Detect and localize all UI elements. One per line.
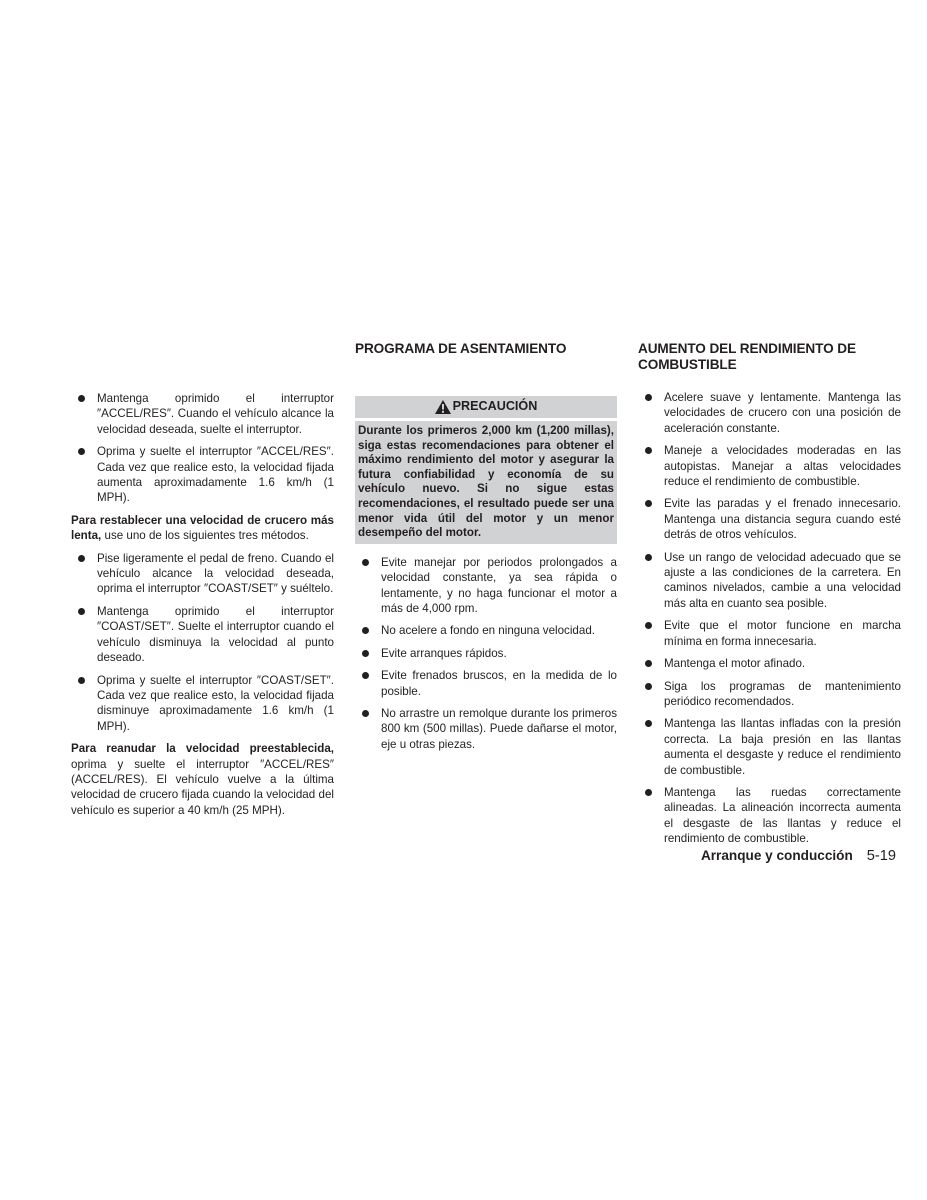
list-item: Maneje a velocidades moderadas en las autopistas. Manejar a altas velocidades reduce el rendimiento de combustible. (638, 443, 901, 489)
bullet-icon (645, 720, 652, 727)
paragraph: Para restablecer una velocidad de crucero más lenta, use uno de los siguientes tres métodos. (71, 513, 334, 543)
bullet-icon (645, 447, 652, 454)
list-item: Mantenga las llantas infladas con la presión correcta. La baja presión en las llantas aumenta el desgaste y reduce el rendimiento de combustible. (638, 716, 901, 778)
bullet-icon (78, 448, 85, 455)
list-item: Use un rango de velocidad adecuado que se ajuste a las condiciones de la carretera. En caminos nivelados, cambie a una velocidad más alta en cuanto sea posible. (638, 550, 901, 612)
bullet-icon (645, 500, 652, 507)
column-left (71, 391, 334, 825)
list-item: Mantenga oprimido el interruptor ″ACCEL/RES″. Cuando el vehículo alcance la velocidad deseada, suelte el interruptor. (71, 391, 334, 437)
list-item: Mantenga las ruedas correctamente alineadas. La alineación incorrecta aumenta el desgaste de las llantas y reduce el rendimiento de combustible. (638, 785, 901, 847)
page-number: 5-19 (866, 848, 896, 864)
footer-section-title: Arranque y conducción (700, 848, 853, 863)
bullet-icon (645, 622, 652, 629)
bullet-icon (78, 608, 85, 615)
bullet-icon (645, 660, 652, 667)
list-item: Evite las paradas y el frenado innecesario. Mantenga una distancia segura cuando esté detrás de otros vehículos. (638, 496, 901, 542)
page-footer (701, 848, 896, 864)
bullet-icon (362, 672, 369, 679)
list-item: Siga los programas de mantenimiento periódico recomendados. (638, 679, 901, 710)
list-item: No arrastre un remolque durante los primeros 800 km (500 millas). Puede dañarse el motor, eje u otras piezas. (355, 706, 617, 752)
column-middle (355, 341, 617, 759)
bullet-icon (362, 559, 369, 566)
bullet-icon (645, 789, 652, 796)
section-heading: AUMENTO DEL RENDIMIENTO DE COMBUSTIBLE (638, 341, 856, 372)
bullet-icon (645, 554, 652, 561)
list-item: Evite manejar por periodos prolongados a velocidad constante, ya sea rápida o lentamente, y no haga funcionar el motor a más de 4,000 rpm. (355, 555, 617, 617)
list-item: Mantenga oprimido el interruptor ″COAST/SET″. Suelte el interruptor cuando el vehículo disminuya la velocidad al punto deseado. (71, 604, 334, 666)
list-item: Evite que el motor funcione en marcha mínima en forma innecesaria. (638, 618, 901, 649)
caution-title: PRECAUCIÓN (355, 396, 617, 418)
column-right (638, 341, 901, 854)
list-item: Oprima y suelte el interruptor ″ACCEL/RES″. Cada vez que realice esto, la velocidad fijada aumenta aproximadamente 1.6 km/h (1 MPH). (71, 444, 334, 506)
list-item: Pise ligeramente el pedal de freno. Cuando el vehículo alcance la velocidad deseada, oprima el interruptor ″COAST/SET″ y suéltelo. (71, 551, 334, 597)
bullet-icon (78, 677, 85, 684)
bullet-icon (78, 555, 85, 562)
list-item: Oprima y suelte el interruptor ″COAST/SET″. Cada vez que realice esto, la velocidad fijada disminuye aproximadamente 1.6 km/h (1 MPH). (71, 673, 334, 735)
list-item: Evite arranques rápidos. (355, 646, 617, 661)
bullet-icon (645, 683, 652, 690)
list-item: Evite frenados bruscos, en la medida de lo posible. (355, 668, 617, 699)
caution-body: Durante los primeros 2,000 km (1,200 millas), siga estas recomendaciones para obtener el máximo rendimiento del motor y asegurar la futura confiabilidad y economía de su vehículo nuevo. Si no sigue estas recomendaciones, el resultado puede ser una menor vida útil del motor y un menor desempeño del motor. (355, 421, 617, 544)
bullet-icon (362, 710, 369, 717)
list-item: Acelere suave y lentamente. Mantenga las velocidades de crucero con una posición de aceleración constante. (638, 390, 901, 436)
bullet-icon (362, 627, 369, 634)
bullet-icon (362, 650, 369, 657)
bullet-icon (645, 394, 652, 401)
section-heading: PROGRAMA DE ASENTAMIENTO (355, 341, 567, 356)
list-item: Mantenga el motor afinado. (638, 656, 901, 671)
bullet-icon (78, 395, 85, 402)
warning-triangle-icon (435, 400, 451, 414)
list-item: No acelere a fondo en ninguna velocidad. (355, 623, 617, 638)
paragraph: Para reanudar la velocidad preestablecida, oprima y suelte el interruptor ″ACCEL/RES″ (ACCEL/RES). El vehículo vuelve a la última velocidad de crucero fijada cuando la velocidad del vehículo es superior a 40 km/h (25 MPH). (71, 742, 334, 817)
